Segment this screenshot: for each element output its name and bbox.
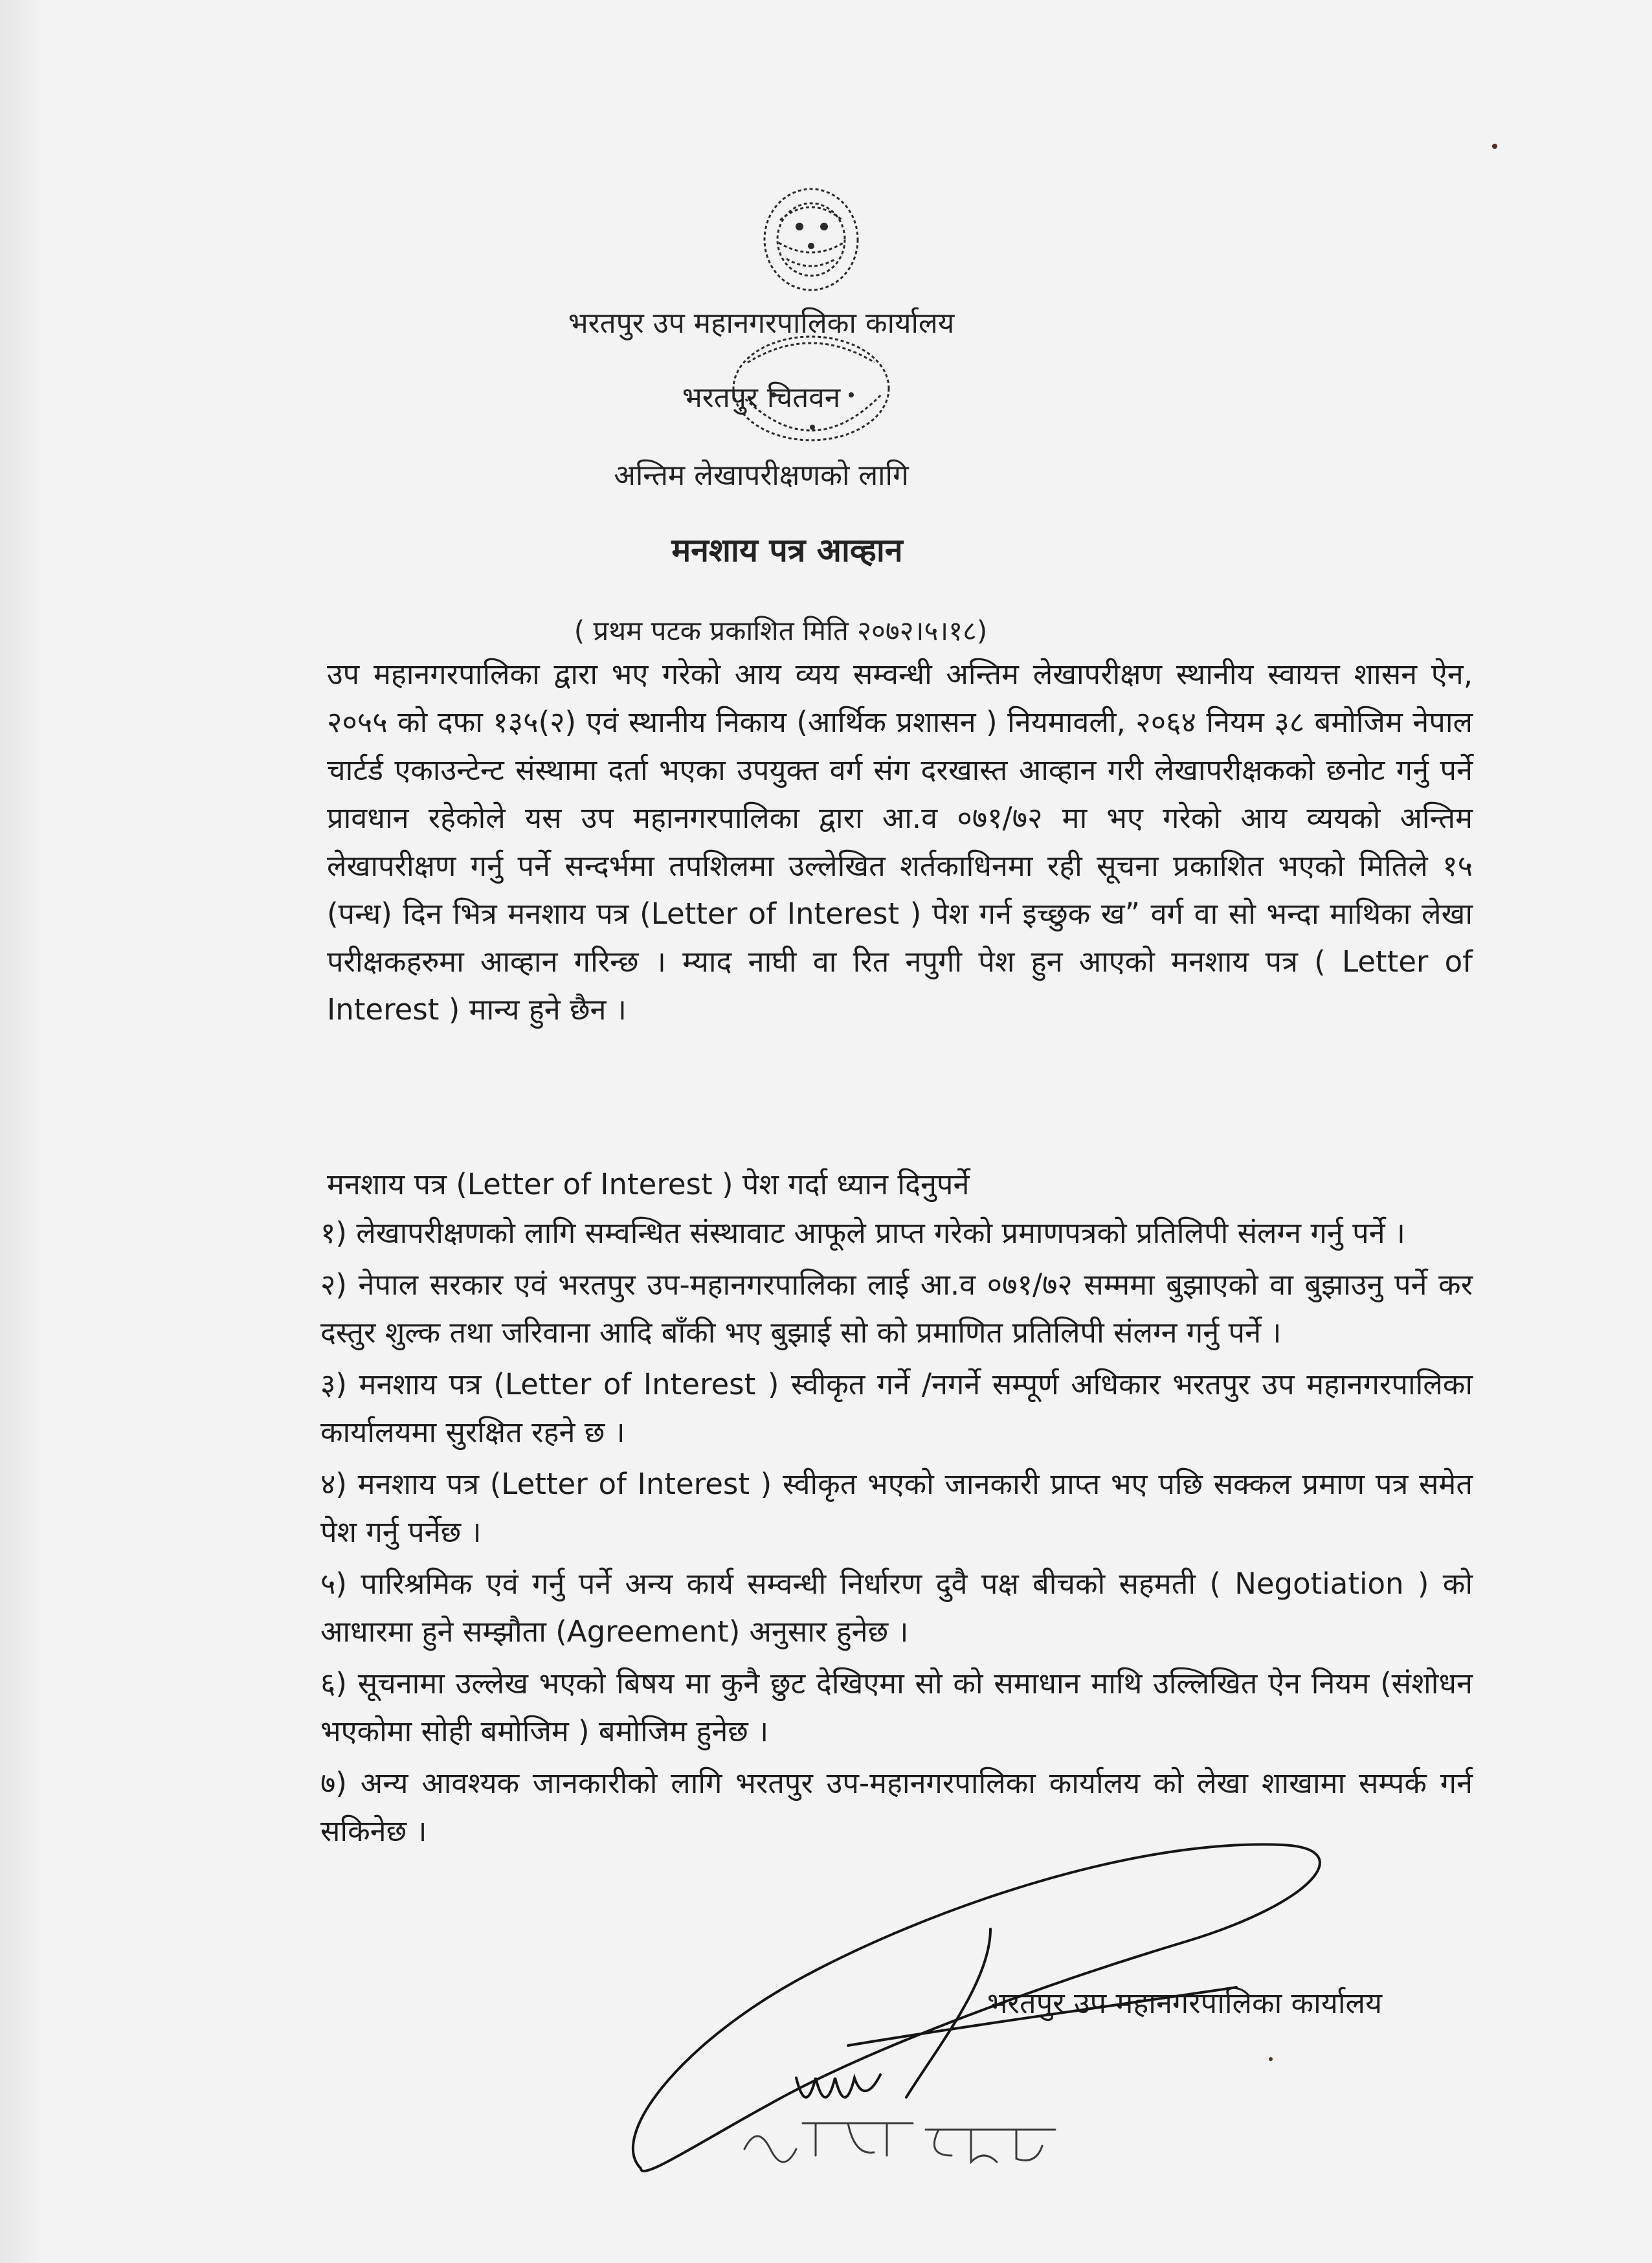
condition-item: ७) अन्य आवश्यक जानकारीको लागि भरतपुर उप-महानगरपालिका कार्यालय को लेखा शाखामा सम्पर्क गर्न सकिनेछ । xyxy=(320,1766,1473,1848)
condition-item: ५) पारिश्रमिक एवं गर्नु पर्ने अन्य कार्य सम्वन्धी निर्धारण दुवै पक्ष बीचको सहमती ( Negotiation ) को आधारमा हुने सम्झौता (Agreement) अनुसार हुनेछ । xyxy=(320,1566,1473,1649)
conditions-list xyxy=(320,1209,1473,1859)
intro-paragraph: उप महानगरपालिका द्वारा भए गरेको आय व्यय सम्वन्धी अन्तिम लेखापरीक्षण स्थानीय स्वायत्त शासन ऐन, २०५५ को दफा १३५(२) एवं स्थानीय निकाय (आर्थिक प्रशासन ) नियमावली, २०६४ नियम ३८ बमोजिम नेपाल चार्टर्ड एकाउन्टेन्ट संस्थामा दर्ता भएका उपयुक्त वर्ग संग दरखास्त आव्हान गरी लेखापरीक्षकको छनोट गर्नु पर्ने प्रावधान रहेकोले यस उप महानगरपालिका द्वारा आ.व ०७१/७२ मा भए गरेको आय व्ययको अन्तिम लेखापरीक्षण गर्नु पर्ने सन्दर्भमा तपशिलमा उल्लेखित शर्तकाधिनमा रही सूचना प्रकाशित भएको मितिले १५ (पन्ध) दिन भित्र मनशाय पत्र (Letter of Interest ) पेश गर्न इच्छुक ख” वर्ग वा सो भन्दा माथिका लेखा परीक्षकहरुमा आव्हान गरिन्छ । म्याद नाघी वा रित नपुगी पेश हुन आएको मनशाय पत्र ( Letter of Interest ) मान्य हुने छैन । xyxy=(327,657,1473,1027)
notice-purpose: अन्तिम लेखापरीक्षणको लागि xyxy=(614,459,909,492)
notice-title: मनशाय पत्र आव्हान xyxy=(671,531,903,569)
signatory-office: भरतपुर उप महानगरपालिका कार्यालय xyxy=(987,1986,1383,2020)
handwritten-designation xyxy=(731,2104,1068,2175)
condition-item: ६) सूचनामा उल्लेख भएको बिषय मा कुनै छुट देखिएमा सो को समाधान माथि उल्लिखित ऐन नियम (संशोधन भएकोमा सोही बमोजिम ) बमोजिम हुनेछ । xyxy=(320,1666,1473,1748)
conditions-heading: मनशाय पत्र (Letter of Interest ) पेश गर्दा ध्यान दिनुपर्ने xyxy=(327,1167,970,1201)
paper-speck xyxy=(1492,144,1497,149)
condition-item: ४) मनशाय पत्र (Letter of Interest ) स्वीकृत भएको जानकारी प्राप्त भए पछि सक्कल प्रमाण पत्र समेत पेश गर्नु पर्नेछ । xyxy=(320,1467,1473,1549)
condition-item: २) नेपाल सरकार एवं भरतपुर उप-महानगरपालिका लाई आ.व ०७१/७२ सम्ममा बुझाएको वा बुझाउनु पर्ने कर दस्तुर शुल्क तथा जरिवाना आदि बाँकी भए बुझाई सो को प्रमाणित प्रतिलिपी संलग्न गर्नु पर्ने । xyxy=(320,1267,1473,1350)
condition-item: १) लेखापरीक्षणको लागि सम्वन्धित संस्थावाट आफूले प्राप्त गरेको प्रमाणपत्रको प्रतिलिपी संलग्न गर्नु पर्ने । xyxy=(320,1216,1405,1250)
paper-speck xyxy=(1269,2057,1273,2061)
office-name: भरतपुर उप महानगरपालिका कार्यालय xyxy=(568,307,955,340)
publication-date: ( प्रथम पटक प्रकाशित मिति २०७२।५।१८) xyxy=(574,615,988,647)
office-location: भरतपुर चितवन xyxy=(682,381,841,414)
condition-item: ३) मनशाय पत्र (Letter of Interest ) स्वीकृत गर्ने /नगर्ने सम्पूर्ण अधिकार भरतपुर उप महानगरपालिका कार्यालयमा सुरक्षित रहने छ । xyxy=(320,1367,1473,1449)
